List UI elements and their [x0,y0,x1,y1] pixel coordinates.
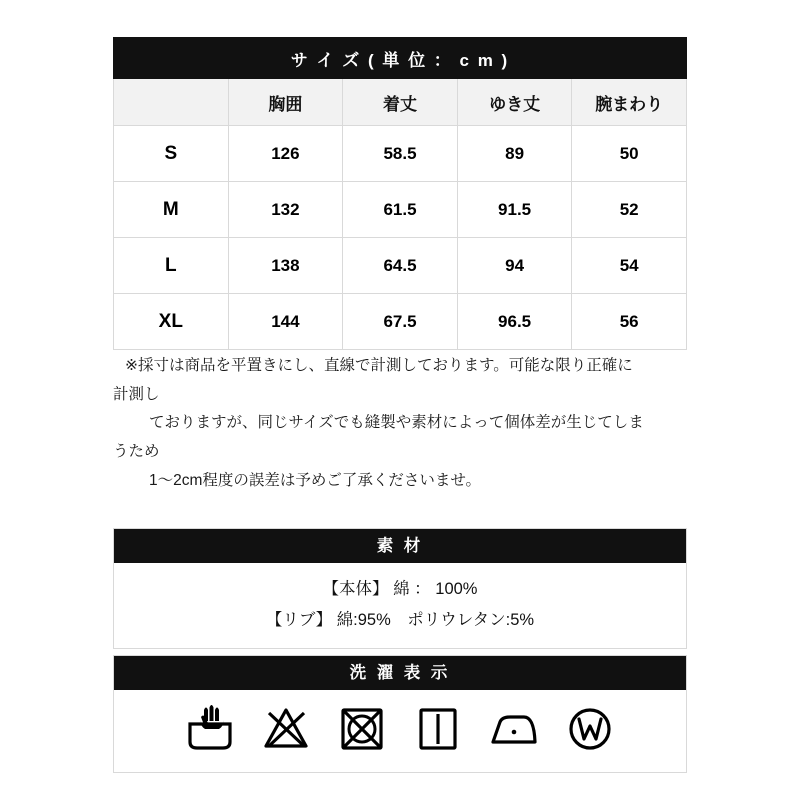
column-header-sleeve-span: ゆき丈 [457,79,572,126]
cell-arm-circumference: 52 [572,182,687,238]
cell-length: 58.5 [343,126,458,182]
row-size-label: S [114,126,229,182]
laundry-section-title: 洗 濯 表 示 [114,656,686,690]
table-row [114,126,687,182]
material-section-title: 素 材 [114,529,686,563]
cell-sleeve-span: 96.5 [457,294,572,350]
cell-sleeve-span: 89 [457,126,572,182]
cell-arm-circumference: 54 [572,238,687,294]
column-header-length: 着丈 [343,79,458,126]
row-size-label: L [114,238,229,294]
line-dry-icon [412,704,464,752]
material-section [113,528,687,649]
note-line-3: ておりますが、同じサイズでも縫製や素材によって個体差が生じてしま [149,414,644,432]
no-tumble-dry-icon [336,704,388,752]
hand-wash-icon [184,704,236,752]
note-line-5: 1〜2cm程度の誤差は予めご了承くださいませ。 [149,471,481,489]
laundry-icon-row [114,690,686,772]
cell-sleeve-span: 91.5 [457,182,572,238]
wet-clean-icon [564,704,616,752]
cell-length: 64.5 [343,238,458,294]
measurement-note [113,352,693,495]
laundry-section [113,655,687,773]
material-lines [114,563,686,648]
cell-length: 67.5 [343,294,458,350]
note-line-2: 計測し [113,385,160,403]
cell-chest: 144 [228,294,343,350]
column-header-arm-circumference: 腕まわり [572,79,687,126]
material-line-body: 【本体】 綿 ： 100% [322,580,478,598]
material-line-rib: 【リブ】 綿:95% ポリウレタン:5% [265,610,535,629]
size-table [113,37,687,350]
cell-sleeve-span: 94 [457,238,572,294]
table-row [114,182,687,238]
cell-arm-circumference: 50 [572,126,687,182]
no-bleach-icon [260,704,312,752]
iron-low-icon [488,704,540,752]
note-line-1: ※採寸は商品を平置きにし、直線で計測しております。可能な限り正確に [125,357,633,374]
cell-arm-circumference: 56 [572,294,687,350]
table-row [114,294,687,350]
table-row [114,238,687,294]
cell-chest: 132 [228,182,343,238]
size-section [113,37,687,350]
size-table-header-row [114,79,687,126]
cell-chest: 126 [228,126,343,182]
cell-chest: 138 [228,238,343,294]
size-table-title-row [114,38,687,79]
size-table-title: サ イ ズ ( 単 位 ： c m ) [114,38,687,79]
note-line-4: うため [113,443,160,461]
cell-length: 61.5 [343,182,458,238]
row-size-label: XL [114,294,229,350]
column-header-chest: 胸囲 [228,79,343,126]
row-size-label: M [114,182,229,238]
column-header-blank [114,79,229,126]
